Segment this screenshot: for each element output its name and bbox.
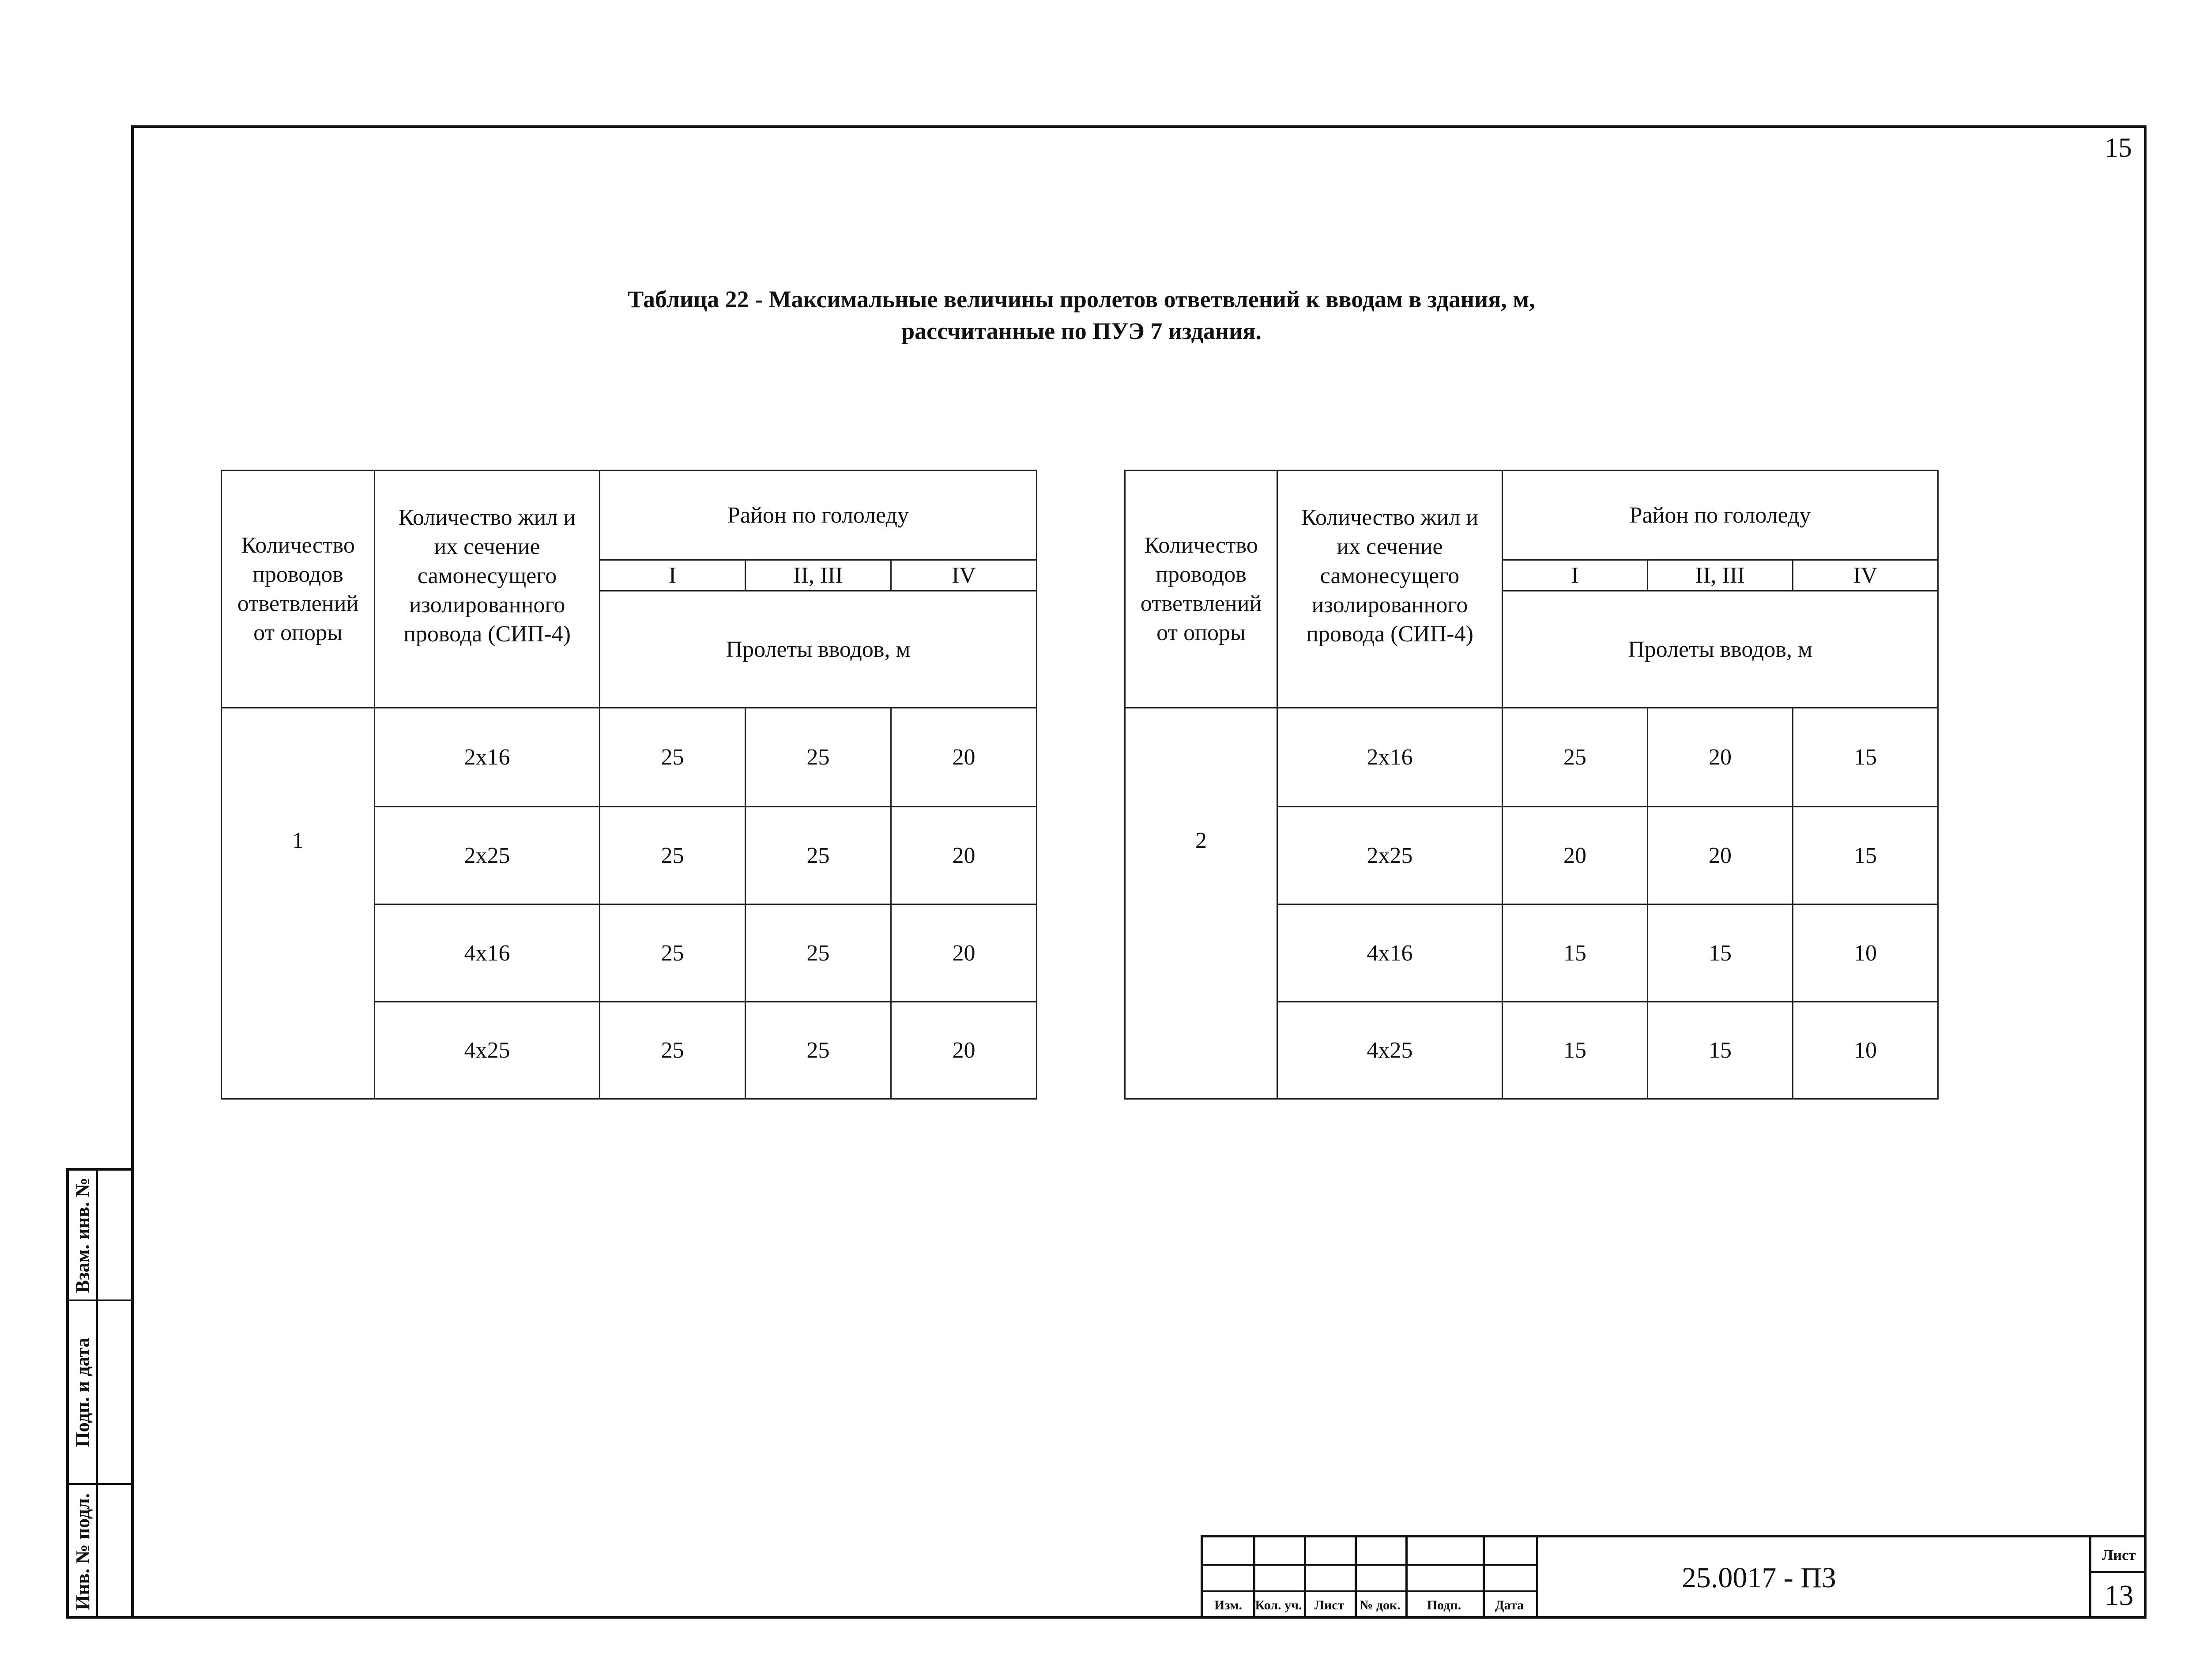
header-region-col: II, III — [1648, 560, 1793, 591]
section-cell: 2х16 — [1277, 708, 1503, 807]
value-cell: 10 — [1793, 1002, 1938, 1099]
sheet-box — [2089, 1537, 2147, 1619]
value-cell: 15 — [1793, 708, 1938, 807]
section-cell: 2х25 — [1277, 807, 1503, 904]
value-cell: 10 — [1793, 904, 1938, 1002]
header-region-col: IV — [891, 560, 1037, 591]
stamp-header-change: Изм. — [1214, 1598, 1242, 1612]
stamp-header-date: Дата — [1495, 1598, 1524, 1612]
header-region-col: IV — [1793, 560, 1938, 591]
value-cell: 15 — [1793, 807, 1938, 904]
value-cell: 25 — [600, 904, 746, 1002]
value-cell: 25 — [600, 708, 746, 807]
value-cell: 25 — [600, 807, 746, 904]
binding-cell — [69, 1171, 96, 1300]
caption-line-1: Таблица 22 - Максимальные величины пролетов ответвлений к вводам в здания, м, — [628, 286, 1535, 313]
header-region-col: I — [600, 560, 746, 591]
value-cell: 20 — [891, 807, 1037, 904]
header-region-col: I — [1503, 560, 1648, 591]
value-cell: 20 — [1648, 807, 1793, 904]
document-number: 25.0017 - ПЗ — [1681, 1562, 1837, 1594]
header-branch-count: Количество проводов ответвлений от опоры — [222, 471, 375, 708]
binding-strip — [66, 1168, 131, 1619]
value-cell: 20 — [891, 1002, 1037, 1099]
binding-label-replacement: Взам. инв. № — [72, 1177, 94, 1293]
branch-count-cell: 1 — [222, 708, 375, 1099]
value-cell: 15 — [1648, 904, 1793, 1002]
binding-label-signature: Подп. и дата — [72, 1337, 94, 1447]
spans-table-1 — [221, 470, 1037, 1100]
value-cell: 20 — [1648, 708, 1793, 807]
spans-table-2 — [1124, 470, 1939, 1100]
header-branch-count: Количество проводов ответвлений от опоры — [1125, 471, 1277, 708]
caption-line-2: рассчитанные по ПУЭ 7 издания. — [901, 318, 1262, 344]
header-region-col: II, III — [746, 560, 891, 591]
header-wire-section: Количество жил и их сечение самонесущего изолированного провода (СИП-4) — [1277, 471, 1503, 708]
section-cell: 4х16 — [1277, 904, 1503, 1002]
sheet-number: 13 — [2104, 1579, 2134, 1612]
page-number: 15 — [2105, 133, 2132, 163]
section-cell: 4х25 — [375, 1002, 600, 1099]
header-ice-region: Район по гололеду — [1503, 471, 1938, 560]
value-cell: 15 — [1503, 1002, 1648, 1099]
value-cell: 20 — [891, 904, 1037, 1002]
section-cell: 2х25 — [375, 807, 600, 904]
sheet-label: Лист — [2102, 1547, 2136, 1563]
stamp-header-sheet: Лист — [1314, 1598, 1345, 1612]
value-cell: 15 — [1503, 904, 1648, 1002]
value-cell: 25 — [746, 1002, 891, 1099]
stamp-header-docnum: № док. — [1360, 1598, 1401, 1612]
value-cell: 25 — [600, 1002, 746, 1099]
binding-divider — [96, 1171, 98, 1616]
section-cell: 4х25 — [1277, 1002, 1503, 1099]
value-cell: 25 — [746, 904, 891, 1002]
header-spans: Пролеты вводов, м — [600, 591, 1037, 708]
stamp-header-count: Кол. уч. — [1255, 1598, 1302, 1612]
header-ice-region: Район по гололеду — [600, 471, 1037, 560]
value-cell: 20 — [1503, 807, 1648, 904]
section-cell: 2х16 — [375, 708, 600, 807]
value-cell: 25 — [1503, 708, 1648, 807]
binding-cell — [69, 1301, 96, 1483]
table-caption — [574, 283, 1589, 347]
header-wire-section: Количество жил и их сечение самонесущего изолированного провода (СИП-4) — [375, 471, 600, 708]
binding-cell — [69, 1485, 96, 1619]
section-cell: 4х16 — [375, 904, 600, 1002]
stamp-header-sign: Подп. — [1427, 1598, 1461, 1612]
branch-count-cell: 2 — [1125, 708, 1277, 1099]
value-cell: 25 — [746, 807, 891, 904]
title-block — [1201, 1535, 2147, 1619]
value-cell: 20 — [891, 708, 1037, 807]
binding-label-original: Инв. № подл. — [72, 1493, 94, 1610]
value-cell: 25 — [746, 708, 891, 807]
revision-grid — [1203, 1537, 1536, 1619]
header-spans: Пролеты вводов, м — [1503, 591, 1938, 708]
value-cell: 15 — [1648, 1002, 1793, 1099]
grid-line — [1203, 1564, 1536, 1566]
grid-line — [1203, 1590, 1536, 1592]
